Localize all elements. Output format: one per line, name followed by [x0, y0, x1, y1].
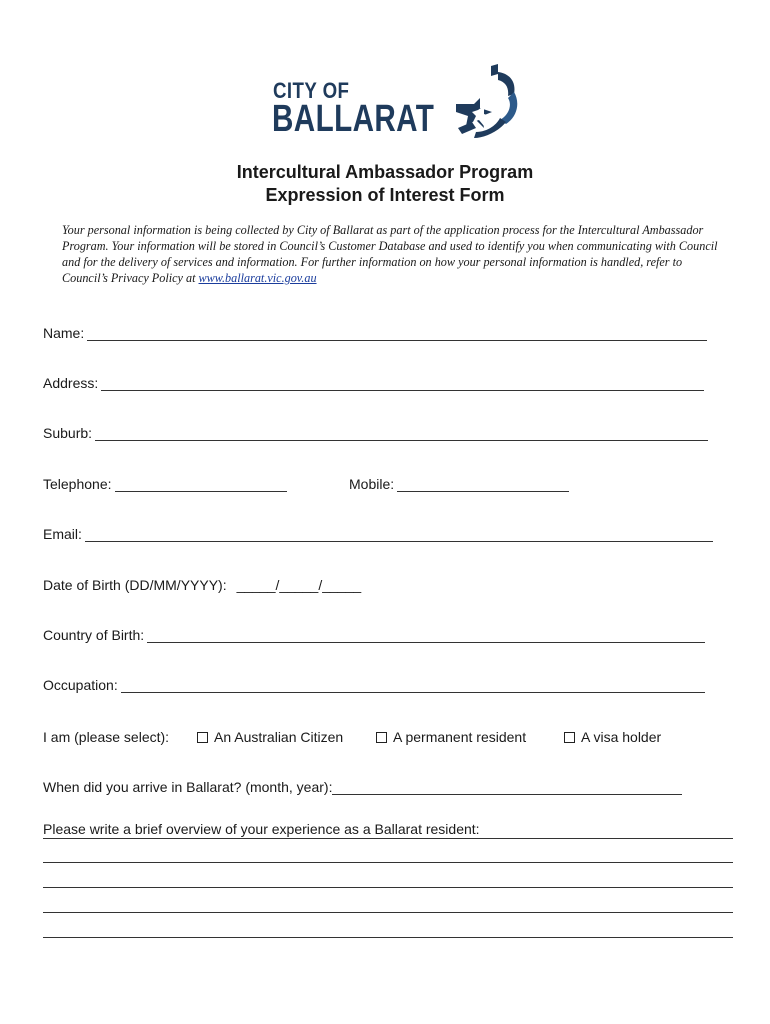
address-input-line[interactable] — [101, 377, 704, 391]
option-australian-citizen[interactable] — [197, 729, 343, 745]
privacy-notice — [62, 222, 722, 286]
occupation-input-line[interactable] — [121, 679, 705, 693]
mobile-field[interactable] — [349, 476, 569, 492]
overview-line[interactable] — [43, 838, 733, 839]
checkbox-icon[interactable] — [197, 732, 208, 743]
status-select-label: I am (please select): — [43, 729, 170, 745]
telephone-input-line[interactable] — [115, 478, 287, 492]
country-of-birth-label: Country of Birth: — [43, 627, 145, 643]
checkbox-icon[interactable] — [564, 732, 575, 743]
option-visa-holder[interactable] — [564, 729, 661, 745]
telephone-field[interactable] — [43, 476, 287, 492]
suburb-field[interactable] — [43, 425, 708, 441]
name-field[interactable] — [43, 325, 707, 341]
suburb-input-line[interactable] — [95, 427, 708, 441]
overview-line[interactable] — [43, 937, 733, 938]
dob-label: Date of Birth (DD/MM/YYYY): — [43, 577, 227, 593]
arrival-field[interactable] — [43, 779, 682, 795]
telephone-label: Telephone: — [43, 476, 112, 492]
overview-line[interactable] — [43, 887, 733, 888]
overview-line[interactable] — [43, 862, 733, 863]
form-subtitle: Expression of Interest Form — [265, 185, 505, 205]
privacy-text: Your personal information is being collected by City of Ballarat as part of the application process for the Intercultural Ambassador Program. Your information will be stored in Council’s Customer Database and used to identify you when communicating with Council and for the delivery of services and information. For further information on how your personal information is handled, refer to Council’s Privacy Policy at — [62, 223, 718, 285]
dob-field[interactable] — [43, 577, 361, 593]
checkbox-icon[interactable] — [376, 732, 387, 743]
privacy-link[interactable]: www.ballarat.vic.gov.au — [198, 271, 317, 285]
dob-input-blank[interactable]: _____/_____/_____ — [236, 577, 362, 593]
arrival-input-line[interactable] — [332, 781, 682, 795]
address-field[interactable] — [43, 375, 704, 391]
arrival-label: When did you arrive in Ballarat? (month, year): — [43, 779, 333, 795]
country-of-birth-input-line[interactable] — [147, 629, 705, 643]
option-label: An Australian Citizen — [214, 729, 344, 745]
ballarat-logo-mark-icon — [454, 62, 534, 144]
country-of-birth-field[interactable] — [43, 627, 705, 643]
logo-text-ballarat: BALLARAT — [272, 98, 435, 140]
overview-label: Please write a brief overview of your experience as a Ballarat resident: — [43, 821, 480, 837]
address-label: Address: — [43, 375, 99, 391]
overview-line[interactable] — [43, 912, 733, 913]
suburb-label: Suburb: — [43, 425, 93, 441]
city-of-ballarat-logo — [268, 58, 538, 144]
option-label: A visa holder — [581, 729, 662, 745]
occupation-label: Occupation: — [43, 677, 118, 693]
option-label: A permanent resident — [393, 729, 527, 745]
option-permanent-resident[interactable] — [376, 729, 526, 745]
mobile-label: Mobile: — [349, 476, 395, 492]
name-label: Name: — [43, 325, 85, 341]
mobile-input-line[interactable] — [397, 478, 569, 492]
email-input-line[interactable] — [85, 528, 713, 542]
overview-prompt — [43, 821, 480, 837]
email-label: Email: — [43, 526, 82, 542]
logo-text-city-of: CITY OF — [273, 78, 350, 103]
status-select — [43, 729, 169, 745]
email-field[interactable] — [43, 526, 713, 542]
form-title: Intercultural Ambassador Program — [236, 162, 534, 182]
occupation-field[interactable] — [43, 677, 705, 693]
name-input-line[interactable] — [87, 327, 707, 341]
